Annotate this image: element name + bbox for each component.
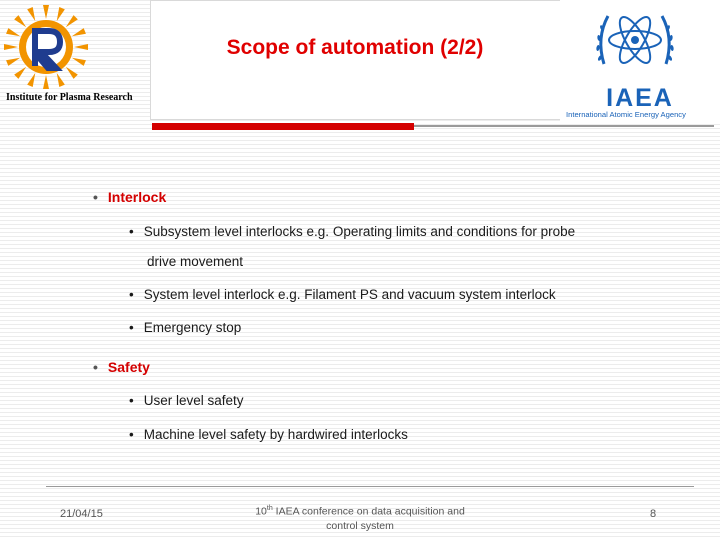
bullet-system-interlock: • System level interlock e.g. Filament PS and vacuum system interlock: [129, 287, 556, 302]
conf-number: 10: [255, 505, 267, 518]
bullet-emergency-stop: • Emergency stop: [129, 320, 242, 335]
bullet-dot: •: [129, 287, 134, 302]
bullet-dot: •: [129, 393, 134, 408]
bullet-machine-safety: • Machine level safety by hardwired interlocks: [129, 427, 408, 442]
bullet-dot: •: [93, 189, 98, 205]
conf-line1: IAEA conference on data acquisition and: [272, 505, 465, 518]
slide-title: Scope of automation (2/2): [226, 36, 484, 59]
bullet-subsystem-continuation: drive movement: [147, 254, 244, 269]
footer-date: 21/04/15: [60, 508, 103, 520]
title-gray-bar: [414, 125, 714, 127]
bullet-dot: •: [93, 359, 98, 375]
iaea-subtitle: International Atomic Energy Agency: [566, 110, 686, 119]
bullet-subsystem-interlocks: • Subsystem level interlocks e.g. Operating limits and conditions for probe: [129, 224, 576, 239]
conf-ordinal: th: [266, 505, 273, 512]
iaea-emblem-icon: [592, 2, 678, 82]
iaea-wordmark: IAEA: [606, 84, 674, 112]
page-number: 8: [650, 508, 657, 520]
bullet-user-safety: • User level safety: [129, 393, 244, 408]
bullet-interlock: • Interlock: [93, 189, 167, 205]
title-box: [150, 0, 562, 120]
bullet-dot: •: [129, 224, 134, 239]
footer-divider: [46, 486, 694, 487]
title-red-bar: [152, 123, 414, 130]
ipr-caption: Institute for Plasma Research: [6, 92, 133, 103]
bullet-dot: •: [129, 427, 134, 442]
conf-line2: control system: [326, 519, 394, 532]
footer-conference: [250, 502, 470, 533]
bullet-dot: •: [129, 320, 134, 335]
bullet-safety: • Safety: [93, 359, 150, 375]
